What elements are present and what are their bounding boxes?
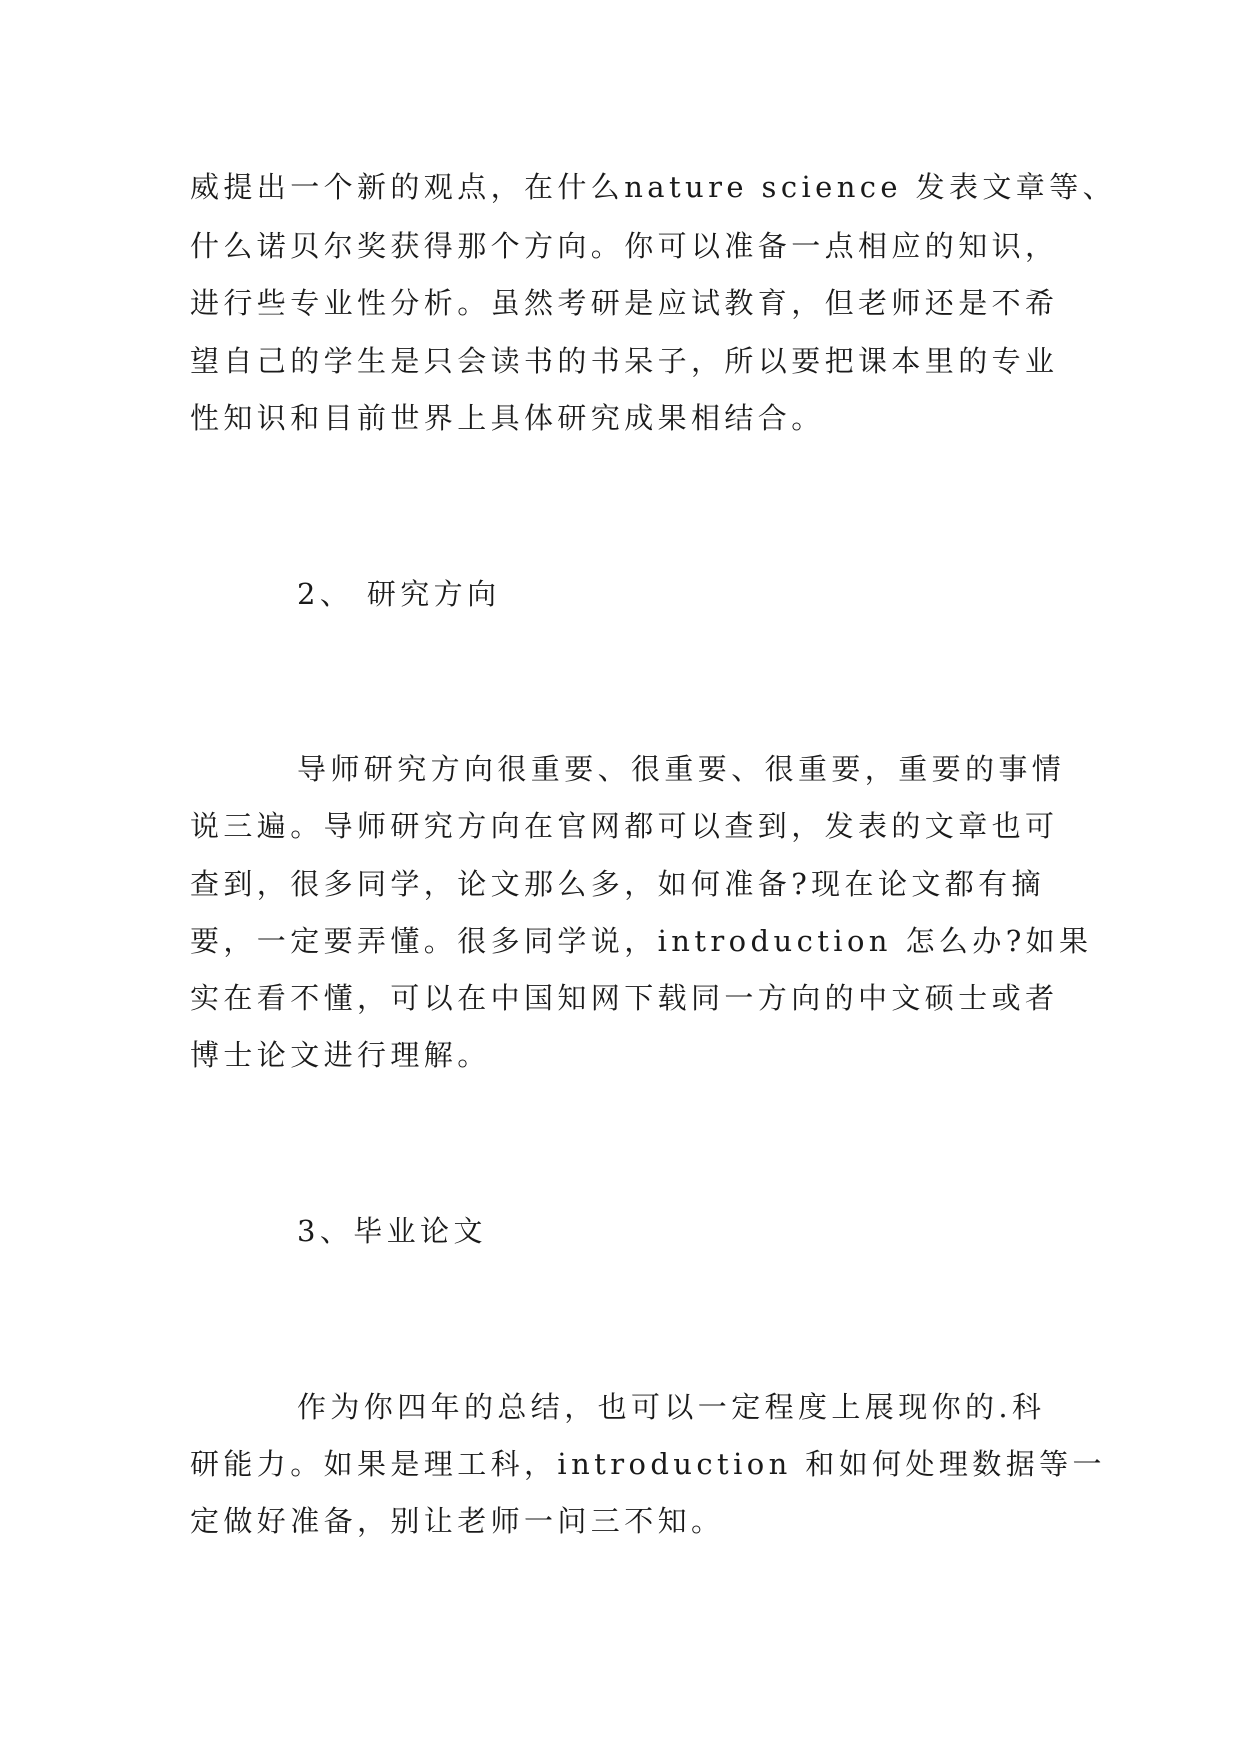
- text-line: 作为你四年的总结，也可以一定程度上展现你的.科: [297, 1390, 1046, 1424]
- text-line: 要，一定要弄懂。很多同学说，introduction 怎么办?如果: [190, 924, 1093, 958]
- text-line: 进行些专业性分析。虽然考研是应试教育，但老师还是不希: [190, 286, 1059, 320]
- text-line: 导师研究方向很重要、很重要、很重要，重要的事情: [297, 752, 1066, 786]
- section-heading-research-direction: 2、 研究方向: [297, 577, 501, 611]
- text-line: 威提出一个新的观点，在什么nature science 发表文章等、: [190, 170, 1117, 204]
- section-heading-graduation-thesis: 3、毕业论文: [297, 1214, 487, 1248]
- text-line: 定做好准备，别让老师一问三不知。: [190, 1504, 725, 1538]
- text-line: 实在看不懂，可以在中国知网下载同一方向的中文硕士或者: [190, 981, 1059, 1015]
- text-line: 说三遍。导师研究方向在官网都可以查到，发表的文章也可: [190, 809, 1059, 843]
- text-line: 查到，很多同学，论文那么多，如何准备?现在论文都有摘: [190, 867, 1045, 901]
- text-line: 研能力。如果是理工科，introduction 和如何处理数据等一: [190, 1447, 1106, 1481]
- text-line: 性知识和目前世界上具体研究成果相结合。: [190, 401, 825, 435]
- text-line: 什么诺贝尔奖获得那个方向。你可以准备一点相应的知识，: [190, 229, 1059, 263]
- text-line: 望自己的学生是只会读书的书呆子，所以要把课本里的专业: [190, 344, 1059, 378]
- text-line: 博士论文进行理解。: [190, 1038, 491, 1072]
